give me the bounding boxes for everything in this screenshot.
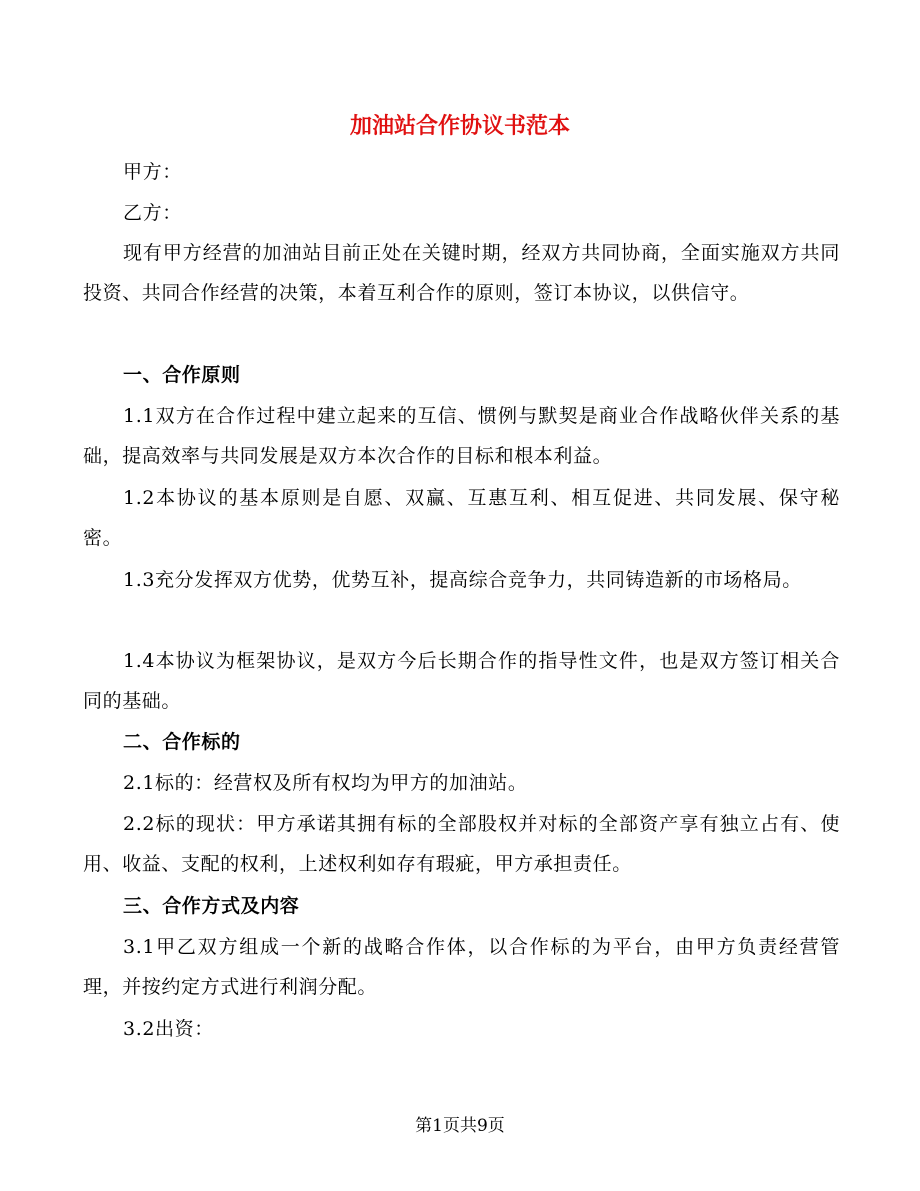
clause-1-2: 1.2本协议的基本原则是自愿、双赢、互惠互利、相互促进、共同发展、保守秘密。 (83, 487, 840, 549)
section-heading-3: 三、合作方式及内容 (123, 895, 300, 917)
clause-1-1: 1.1双方在合作过程中建立起来的互信、惯例与默契是商业合作战略伙伴关系的基础，提高效率与共同发展是双方本次合作的目标和根本利益。 (83, 405, 840, 467)
clause-2-2: 2.2标的现状：甲方承诺其拥有标的全部股权并对标的全部资产享有独立占有、使用、收益、支配的权利，上述权利如存有瑕疵，甲方承担责任。 (83, 813, 840, 875)
clause-3-1: 3.1甲乙双方组成一个新的战略合作体，以合作标的为平台，由甲方负责经营管理，并按约定方式进行利润分配。 (83, 936, 840, 998)
intro-paragraph: 现有甲方经营的加油站目前正处在关键时期，经双方共同协商，全面实施双方共同投资、共同合作经营的决策，本着互利合作的原则，签订本协议，以供信守。 (83, 242, 840, 304)
party-a-label: 甲方： (123, 161, 182, 183)
section-heading-2: 二、合作标的 (123, 731, 241, 753)
clause-1-3: 1.3充分发挥双方优势，优势互补，提高综合竞争力，共同铸造新的市场格局。 (123, 569, 802, 591)
document-title: 加油站合作协议书范本 (349, 113, 570, 139)
clause-3-2: 3.2出资： (123, 1018, 214, 1040)
page-number: 第1页共9页 (415, 1116, 505, 1136)
clause-2-1: 2.1标的：经营权及所有权均为甲方的加油站。 (123, 772, 528, 794)
party-b-label: 乙方： (123, 202, 182, 224)
clause-1-4: 1.4本协议为框架协议，是双方今后长期合作的指导性文件，也是双方签订相关合同的基础。 (83, 650, 840, 712)
section-heading-1: 一、合作原则 (123, 364, 241, 386)
